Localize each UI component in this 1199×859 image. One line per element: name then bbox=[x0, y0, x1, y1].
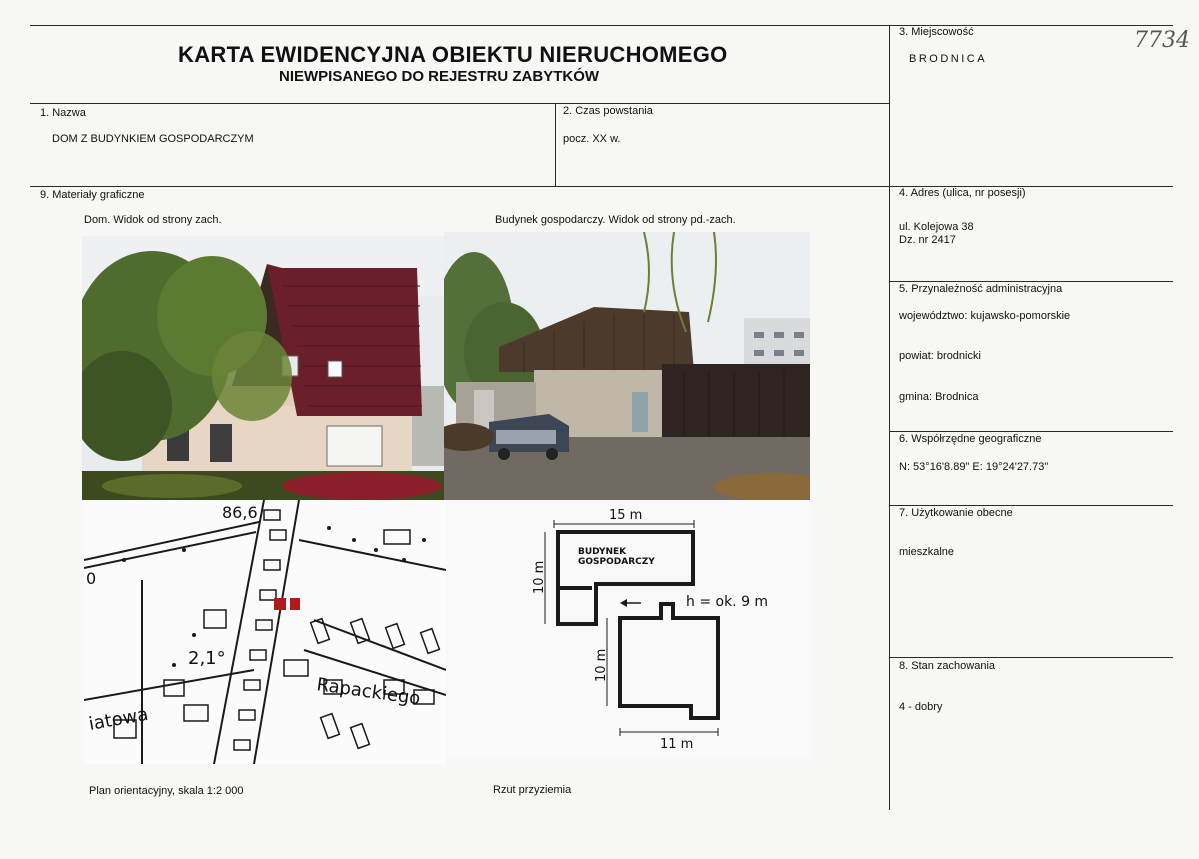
map-street-rapackiego: Rapackiego bbox=[315, 674, 422, 710]
condition-value: 4 - dobry bbox=[899, 701, 943, 713]
plan-caption: Rzut przyziemia bbox=[493, 784, 572, 796]
name-value: DOM Z BUDYNKIEM GOSPODARCZYM bbox=[52, 133, 254, 145]
coords-value: N: 53°16'8.89" E: 19°24'27.73" bbox=[899, 461, 1049, 473]
catalog-number: 7734 bbox=[1134, 28, 1190, 53]
section-rule-6 bbox=[889, 431, 1173, 432]
map-street-left: iatowa bbox=[87, 703, 150, 735]
location-map-image bbox=[84, 500, 446, 764]
graphics-label: 9. Materiały graficzne bbox=[40, 189, 145, 201]
section-rule-8 bbox=[889, 657, 1173, 658]
admin-commune: gmina: Brodnica bbox=[899, 391, 979, 403]
outbuilding-photo-image bbox=[444, 232, 810, 500]
card-subtitle: NIEWPISANEGO DO REJESTRU ZABYTKÓW bbox=[279, 68, 600, 85]
coords-label: 6. Współrzędne geograficzne bbox=[899, 433, 1042, 445]
usage-value: mieszkalne bbox=[899, 546, 955, 558]
condition-label: 8. Stan zachowania bbox=[899, 660, 996, 672]
plan-top-dimension: 15 m bbox=[609, 508, 643, 523]
card-title: KARTA EWIDENCYJNA OBIEKTU NIERUCHOMEGO bbox=[178, 42, 728, 67]
house-photo bbox=[82, 236, 444, 500]
name-label: 1. Nazwa bbox=[40, 107, 86, 119]
admin-label: 5. Przynależność administracyjna bbox=[899, 283, 1063, 295]
usage-label: 7. Użytkowanie obecne bbox=[899, 507, 1013, 519]
map-label-left: 0 bbox=[86, 569, 97, 588]
admin-county: powiat: brodnicki bbox=[899, 350, 981, 362]
date-value: pocz. XX w. bbox=[563, 133, 621, 145]
plan-building-label: BUDYNEK bbox=[578, 547, 627, 557]
floor-plan-drawing bbox=[446, 500, 812, 758]
map-caption: Plan orientacyjny, skala 1:2 000 bbox=[89, 785, 244, 797]
top-rule bbox=[30, 25, 1173, 26]
place-value: BRODNICA bbox=[909, 53, 988, 65]
right-column-divider bbox=[889, 25, 890, 810]
map-elevation-top: 86,6 bbox=[222, 503, 258, 522]
outbuilding-photo bbox=[444, 232, 810, 500]
plan-left-dimension: 10 m bbox=[532, 560, 547, 594]
place-label: 3. Miejscowość bbox=[899, 26, 974, 38]
location-map bbox=[84, 500, 446, 764]
plan-building-label-2: GOSPODARCZY bbox=[578, 557, 655, 567]
plan-height-label: h = ok. 9 m bbox=[686, 594, 769, 610]
section-rule-7 bbox=[889, 505, 1173, 506]
address-label: 4. Adres (ulica, nr posesji) bbox=[899, 187, 1026, 199]
floor-plan bbox=[446, 500, 812, 758]
address-line1: ul. Kolejowa 38 bbox=[899, 221, 974, 233]
plan-house-dimension: 10 m bbox=[594, 648, 609, 682]
photo2-caption: Budynek gospodarczy. Widok od strony pd.-zach. bbox=[495, 214, 736, 226]
admin-voivodeship: województwo: kujawsko-pomorskie bbox=[899, 310, 1071, 322]
house-photo-image bbox=[82, 236, 444, 500]
section-rule-5 bbox=[889, 281, 1173, 282]
map-elevation: 2,1° bbox=[188, 648, 226, 669]
plan-bottom-dimension: 11 m bbox=[660, 737, 694, 752]
address-line2: Dz. nr 2417 bbox=[899, 234, 956, 246]
name-date-divider bbox=[555, 103, 556, 186]
date-label: 2. Czas powstania bbox=[563, 105, 653, 117]
photo1-caption: Dom. Widok od strony zach. bbox=[84, 214, 222, 226]
header-bottom-rule bbox=[30, 103, 890, 104]
